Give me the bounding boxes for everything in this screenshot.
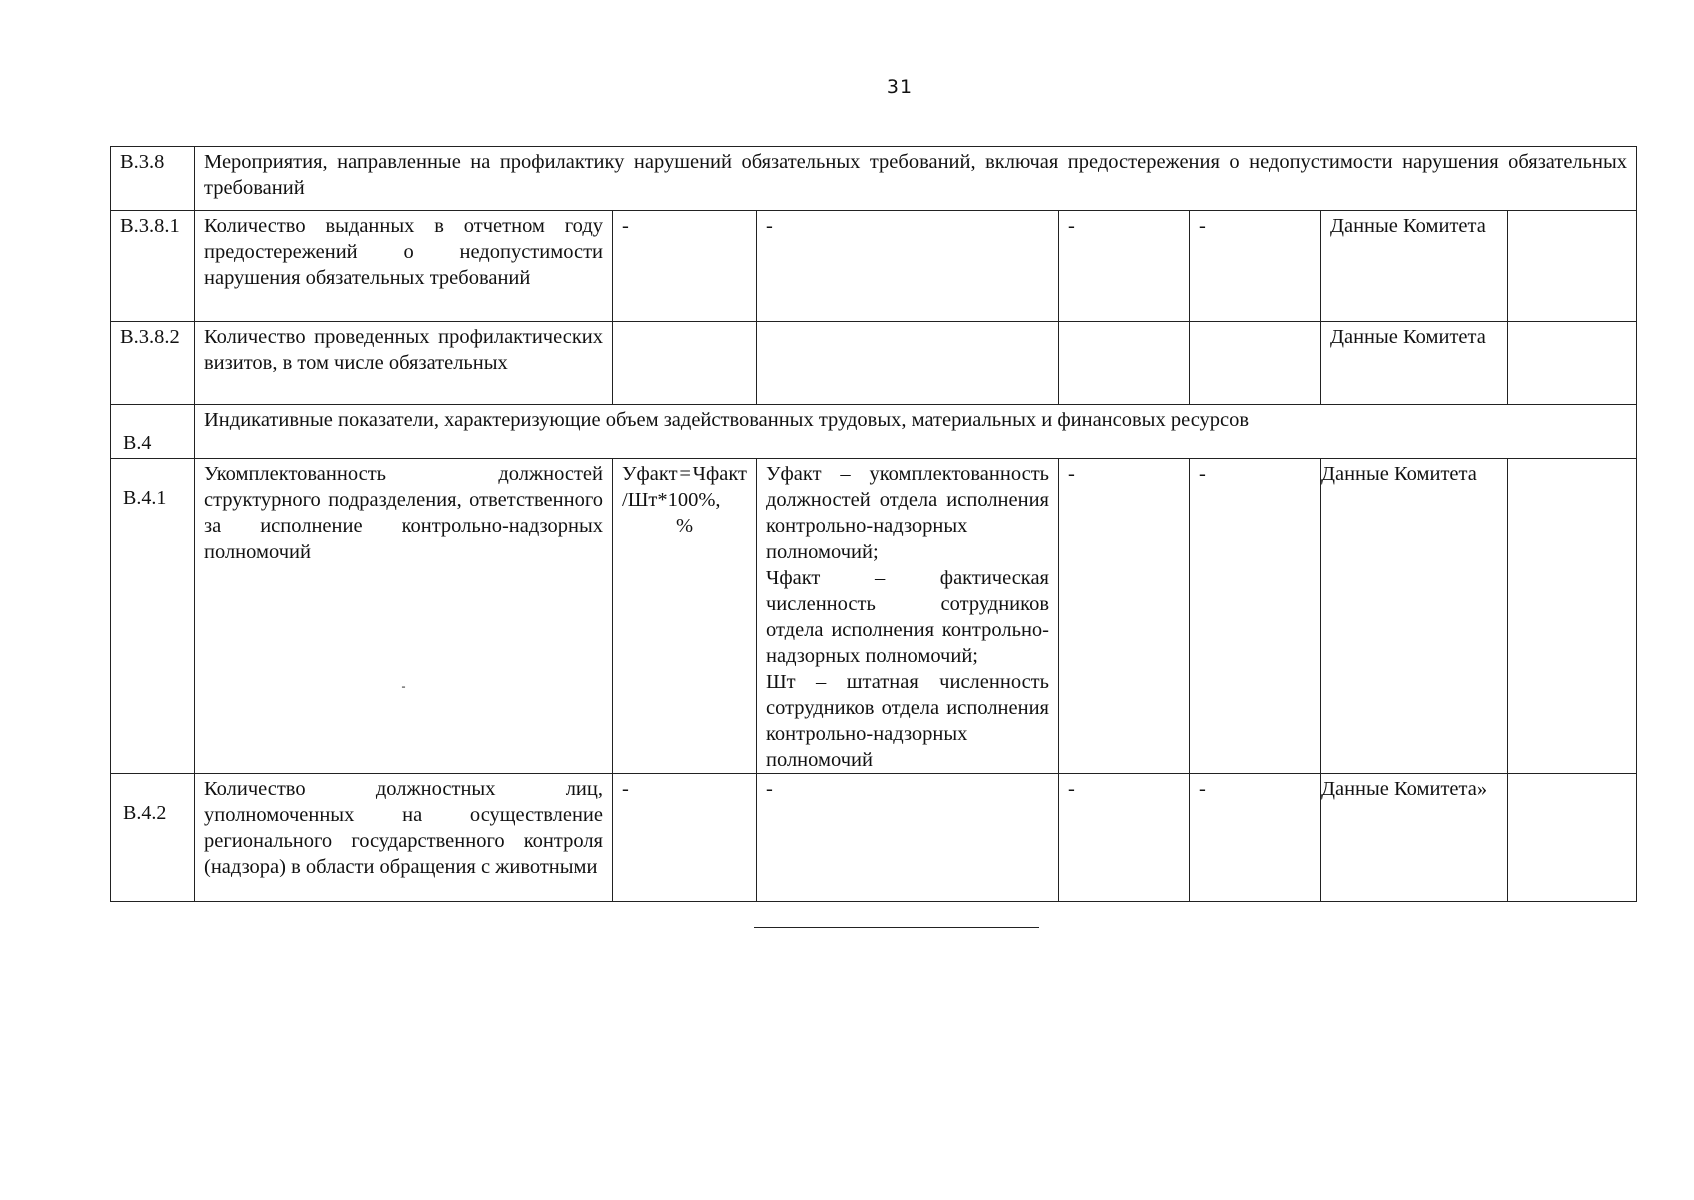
data-source: Данные Комитета» <box>1321 774 1508 902</box>
formula-line-2: /Шт*100%, <box>622 489 721 511</box>
note-1: Уфакт – укомплектованность должностей отдела исполнения контрольно-надзорных полномочий; <box>766 463 1049 563</box>
row-code: В.4.2 <box>111 774 195 902</box>
row-code: В.3.8.2 <box>111 322 195 405</box>
table-row-b381 <box>111 211 1637 322</box>
cell-empty <box>613 322 757 405</box>
cell-empty <box>757 322 1059 405</box>
formula-cell <box>613 459 757 774</box>
cell-col6: - <box>1190 211 1321 322</box>
page-number: 31 <box>886 76 914 98</box>
cell-col3: - <box>613 211 757 322</box>
cell-empty <box>1508 211 1637 322</box>
formula-right: Чфакт <box>692 463 747 485</box>
cell-empty <box>1508 774 1637 902</box>
note-2: Чфакт – фактическая численность сотрудников отдела исполнения контрольно-надзорных полномочий; <box>766 567 1049 667</box>
table-row-section-b38 <box>111 147 1637 211</box>
cell-col5: - <box>1059 774 1190 902</box>
data-source: Данные Комитета <box>1321 322 1508 405</box>
cell-col5: - <box>1059 459 1190 774</box>
row-code: В.4.1 <box>111 459 195 774</box>
indicator-name: Количество выданных в отчетном году предостережений о недопустимости нарушения обязательных требований <box>195 211 613 322</box>
indicator-name <box>195 459 613 774</box>
cell-col5: - <box>1059 211 1190 322</box>
row-code: В.3.8 <box>111 147 195 211</box>
table-row-b41 <box>111 459 1637 774</box>
footer-rule <box>754 927 1039 928</box>
formula-eq: = <box>679 463 691 485</box>
formula-left: Уфакт <box>622 463 678 485</box>
data-source: Данные Комитета <box>1321 459 1508 774</box>
cell-col6: - <box>1190 459 1321 774</box>
cell-empty <box>1508 459 1637 774</box>
indicator-name-text: Укомплектованность должностей структурного подразделения, ответственного за исполнение контрольно-надзорных полномочий <box>204 463 603 563</box>
indicator-name: Количество должностных лиц, уполномоченных на осуществление регионального государственного контроля (надзора) в области обращения с животными <box>195 774 613 902</box>
formula-unit: % <box>675 515 694 537</box>
row-code: В.3.8.1 <box>111 211 195 322</box>
cell-empty <box>1059 322 1190 405</box>
row-code: В.4 <box>111 405 195 459</box>
data-source: Данные Комитета <box>1321 211 1508 322</box>
cell-empty <box>1190 322 1321 405</box>
cell-empty <box>1508 322 1637 405</box>
cell-col6: - <box>1190 774 1321 902</box>
cell-col4: - <box>757 774 1059 902</box>
formula-notes <box>757 459 1059 774</box>
table-row-section-b4 <box>111 405 1637 459</box>
section-title: Мероприятия, направленные на профилактику нарушений обязательных требований, включая предостережения о недопустимости нарушения обязательных требований <box>195 147 1637 211</box>
cell-col3: - <box>613 774 757 902</box>
table-row-b42 <box>111 774 1637 902</box>
indicator-name: Количество проведенных профилактических визитов, в том числе обязательных <box>195 322 613 405</box>
section-title: Индикативные показатели, характеризующие объем задействованных трудовых, материальных и финансовых ресурсов <box>195 405 1637 459</box>
indicators-table <box>110 146 1637 902</box>
note-3: Шт – штатная численность сотрудников отдела исполнения контрольно-надзорных полномочий <box>766 671 1049 771</box>
stray-mark: - <box>401 679 406 693</box>
formula-line-1 <box>622 461 747 487</box>
table-row-b382 <box>111 322 1637 405</box>
cell-col4: - <box>757 211 1059 322</box>
